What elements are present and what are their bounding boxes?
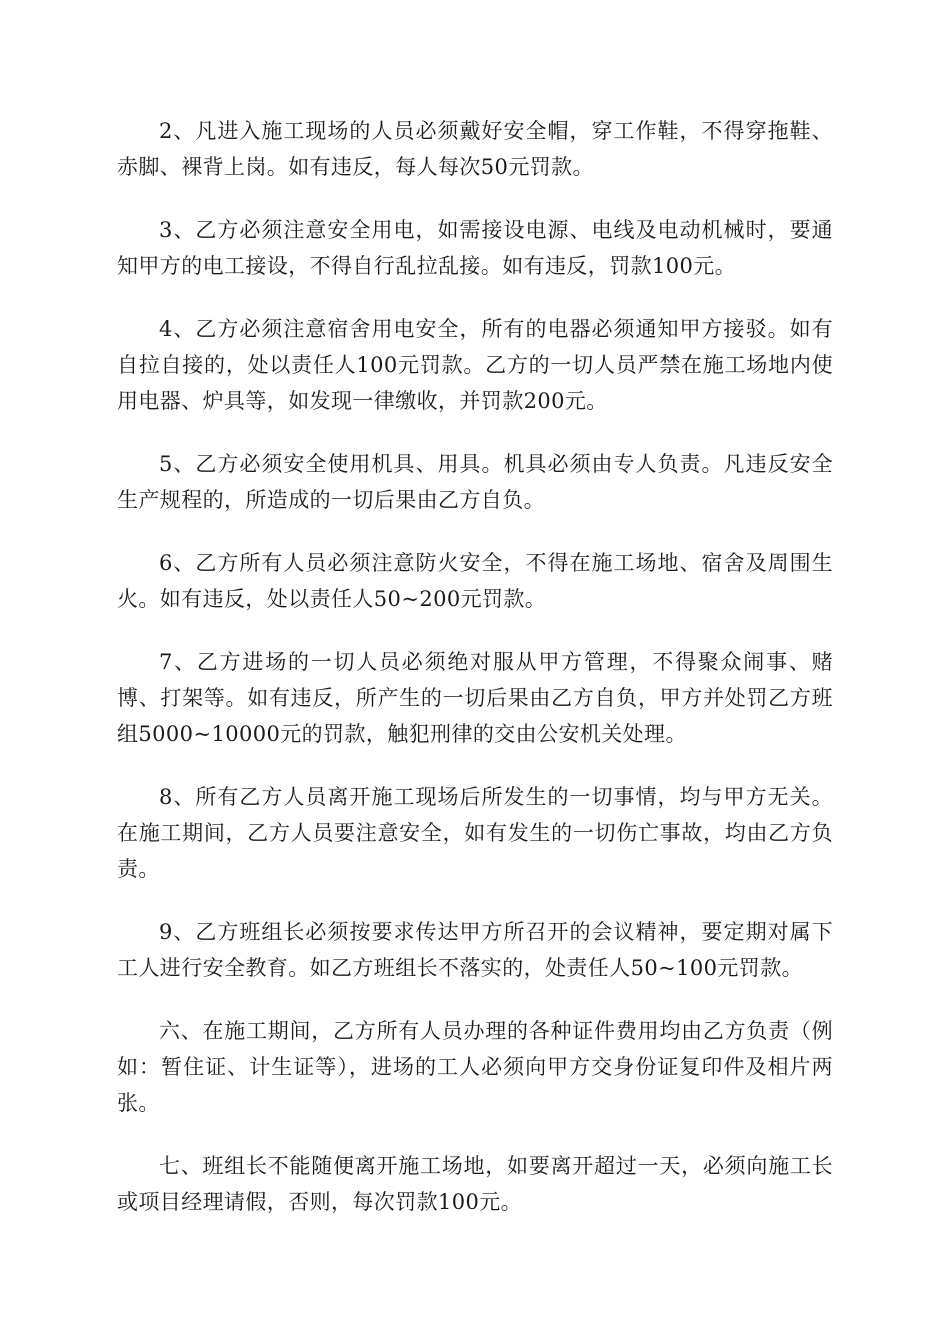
section-seven-paragraph: 七、班组长不能随便离开施工场地，如要离开超过一天，必须向施工长或项目经理请假，否则，每次罚款100元。: [117, 1154, 833, 1214]
paragraph-item-4: 4、乙方必须注意宿舍用电安全，所有的电器必须通知甲方接驳。如有自拉自接的，处以责任人100元罚款。乙方的一切人员严禁在施工场地内使用电器、炉具等，如发现一律缴收，并罚款200元。: [117, 317, 833, 413]
section-six-paragraph: 六、在施工期间，乙方所有人员办理的各种证件费用均由乙方负责（例如：暂住证、计生证等），进场的工人必须向甲方交身份证复印件及相片两张。: [117, 1019, 833, 1115]
paragraph-item-3: 3、乙方必须注意安全用电，如需接设电源、电线及电动机械时，要通知甲方的电工接设，不得自行乱拉乱接。如有违反，罚款100元。: [117, 218, 833, 278]
paragraph-item-6: 6、乙方所有人员必须注意防火安全，不得在施工场地、宿舍及周围生火。如有违反，处以责任人50~200元罚款。: [117, 551, 833, 611]
document-body: [117, 113, 833, 1247]
paragraph-item-8: 8、所有乙方人员离开施工现场后所发生的一切事情，均与甲方无关。在施工期间，乙方人员要注意安全，如有发生的一切伤亡事故，均由乙方负责。: [117, 785, 833, 881]
paragraph-item-2: 2、凡进入施工现场的人员必须戴好安全帽，穿工作鞋，不得穿拖鞋、赤脚、裸背上岗。如有违反，每人每次50元罚款。: [117, 119, 833, 179]
paragraph-item-9: 9、乙方班组长必须按要求传达甲方所召开的会议精神，要定期对属下工人进行安全教育。如乙方班组长不落实的，处责任人50~100元罚款。: [117, 920, 833, 980]
paragraph-item-5: 5、乙方必须安全使用机具、用具。机具必须由专人负责。凡违反安全生产规程的，所造成的一切后果由乙方自负。: [117, 452, 833, 512]
paragraph-item-7: 7、乙方进场的一切人员必须绝对服从甲方管理，不得聚众闹事、赌博、打架等。如有违反，所产生的一切后果由乙方自负，甲方并处罚乙方班组5000~10000元的罚款，触犯刑律的交由公安机关处理。: [117, 650, 833, 746]
